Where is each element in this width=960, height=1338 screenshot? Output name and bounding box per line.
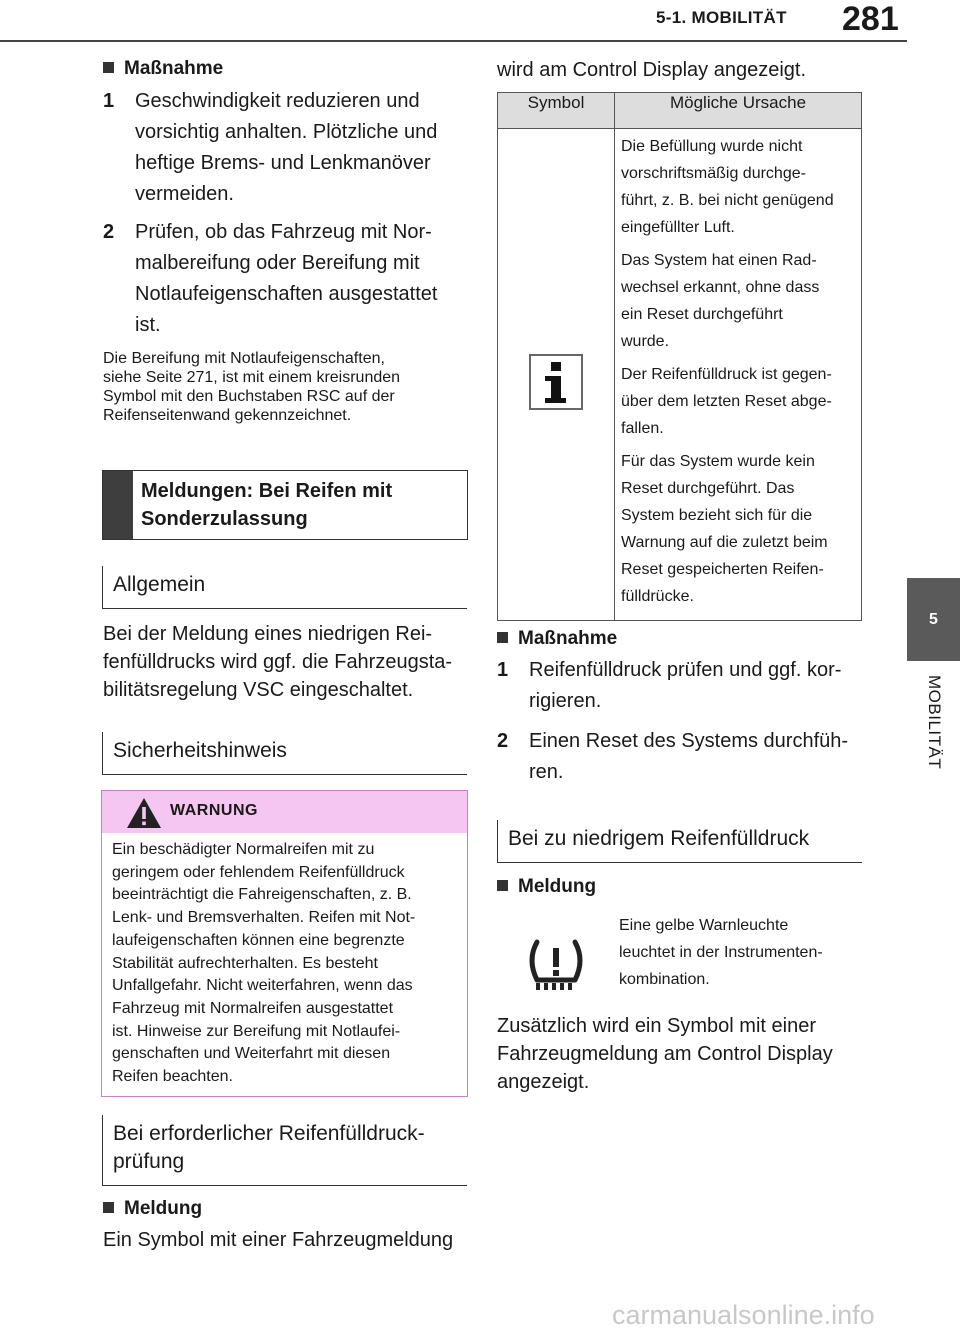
step-line: Einen Reset des Systems durchfüh- (529, 730, 849, 752)
subsection-pruefung (102, 1115, 467, 1186)
text-line: Fahrzeugmeldung am Control Display (497, 1043, 833, 1065)
step-line: malbereifung oder Bereifung mit (135, 252, 420, 274)
warning-line: Stabilität aufrechterhalten. Es besteht (112, 954, 378, 972)
cause-cell (615, 129, 862, 621)
page-number: 281 (842, 0, 899, 38)
step-text (529, 655, 841, 717)
warning-line: geringem oder fehlendem Reifenfülldruck (112, 863, 405, 881)
cause-table (497, 92, 862, 621)
meldung-heading-text: Meldung (124, 1198, 203, 1219)
warning-line: Unfallgefahr. Nicht weiterfahren, wenn das (112, 977, 413, 995)
warnlight-text (619, 912, 859, 993)
chapter-title: 5-1. MOBILITÄT (656, 8, 787, 27)
subsection-title-line: Bei erforderlicher Reifenfülldruck- (113, 1122, 425, 1145)
step-text (529, 726, 848, 788)
step-number: 1 (497, 659, 509, 681)
table-header-symbol: Symbol (498, 93, 615, 129)
subsection-sicherheit (102, 732, 467, 775)
cause-item (621, 247, 857, 355)
step-text (135, 86, 437, 210)
subsection-title (113, 1120, 425, 1176)
cause-line: eingefüllter Luft. (621, 219, 735, 236)
table-row (498, 129, 862, 621)
warning-box (101, 790, 468, 1097)
meldung-heading-text: Meldung (518, 876, 597, 897)
step-number: 1 (103, 90, 115, 112)
subsection-niedrig (497, 820, 862, 863)
chapter-side-label (907, 675, 960, 795)
warning-line: Fahrzeug mit Normalreifen ausgestattet (112, 999, 394, 1017)
chapter-side-label-text: MOBILITÄT (924, 675, 944, 770)
cause-line: Der Reifenfülldruck ist gegen- (621, 366, 832, 383)
cause-line: Warnung auf die zuletzt beim (621, 534, 828, 551)
cause-line: wurde. (621, 333, 670, 350)
warning-line: Reifen beachten. (112, 1068, 233, 1086)
text-line: Bei der Meldung eines niedrigen Rei- (103, 623, 433, 645)
cause-line: vorschriftsmäßig durchge- (621, 165, 806, 182)
warnlight-line: Eine gelbe Warnleuchte (619, 917, 789, 934)
cause-line: über dem letzten Reset abge- (621, 393, 832, 410)
title-bar-accent (103, 471, 133, 539)
note-line: Die Bereifung mit Notlaufeigenschaften, (103, 350, 385, 367)
massnahme-heading-right (497, 628, 617, 650)
text-line: fenfülldrucks wird ggf. die Fahrzeugsta- (103, 651, 453, 673)
bullet-square (103, 1202, 114, 1213)
step-1 (103, 86, 463, 210)
bullet-square (497, 880, 508, 891)
step-line: vorsichtig anhalten. Plötzliche und (135, 121, 438, 143)
section-title-box (102, 470, 468, 540)
warning-text (112, 839, 457, 1089)
massnahme-heading (103, 58, 223, 80)
massnahme-heading-text: Maßnahme (518, 628, 618, 649)
subsection-title: Allgemein (113, 573, 206, 596)
step-line: vermeiden. (135, 183, 234, 205)
subsection-allgemein (102, 566, 467, 609)
cause-line: Die Befüllung wurde nicht (621, 138, 803, 155)
cause-line: führt, z. B. bei nicht genügend (621, 192, 834, 209)
note-line: siehe Seite 271, ist mit einem kreisrunden (103, 369, 401, 386)
rsc-note (103, 349, 463, 425)
cause-line: Reset durchgeführt. Das (621, 480, 795, 497)
cause-line: System bezieht sich für die (621, 507, 813, 524)
warning-label: WARNUNG (170, 802, 258, 819)
meldung-heading (103, 1198, 202, 1220)
step-line: heftige Brems- und Lenkmanöver (135, 152, 431, 174)
warning-line: Lenk- und Bremsverhalten. Reifen mit Not- (112, 909, 416, 927)
info-icon (529, 354, 583, 410)
section-title (141, 477, 392, 533)
step-2 (103, 217, 463, 341)
warning-header (102, 791, 467, 833)
section-title-line: Sonderzulassung (141, 508, 308, 530)
chapter-tab: 5 (907, 578, 960, 661)
step-line: Geschwindigkeit reduzieren und (135, 90, 420, 112)
warning-line: beeinträchtigt die Fahreigenschaften, z. B. (112, 886, 412, 904)
step-text (135, 217, 437, 341)
bullet-square (497, 632, 508, 643)
watermark: carmanualsonline.info (612, 1300, 875, 1330)
step-line: Prüfen, ob das Fahrzeug mit Nor- (135, 221, 432, 243)
warning-line: Ein beschädigter Normalreifen mit zu (112, 841, 375, 858)
subsection-title: Sicherheitshinweis (113, 739, 287, 762)
subsection-title-line: prüfung (113, 1150, 185, 1173)
step-line: Notlaufeigenschaften ausgestattet (135, 283, 438, 305)
warning-line: laufeigenschaften können eine begrenzte (112, 931, 405, 949)
step-1-right (497, 655, 862, 717)
header-rule (0, 40, 907, 42)
step-line: ren. (529, 761, 564, 783)
bullet-square (103, 62, 114, 73)
warning-line: ist. Hinweise zur Bereifung mit Notlaufei- (112, 1022, 401, 1040)
step-line: Reifenfülldruck prüfen und ggf. kor- (529, 659, 842, 681)
cause-line: ein Reset durchgeführt (621, 306, 783, 323)
cause-item (621, 133, 857, 241)
section-title-line: Meldungen: Bei Reifen mit (141, 480, 393, 502)
cause-item (621, 448, 857, 610)
note-line: Symbol mit den Buchstaben RSC auf der (103, 388, 395, 405)
table-header-cause: Mögliche Ursache (615, 93, 862, 129)
meldung-heading-right (497, 876, 596, 898)
symbol-cell (498, 129, 615, 621)
allgemein-text (103, 620, 468, 704)
step-number: 2 (103, 221, 115, 243)
massnahme-heading-text: Maßnahme (124, 58, 224, 79)
tire-pressure-warning-icon (523, 938, 589, 994)
text-line: angezeigt. (497, 1071, 590, 1093)
step-2-right (497, 726, 862, 788)
table-header-row (498, 93, 862, 129)
warnlight-line: leuchtet in der Instrumenten- (619, 944, 823, 961)
intro-text: wird am Control Display angezeigt. (497, 59, 807, 81)
text-line: bilitätsregelung VSC eingeschaltet. (103, 679, 414, 701)
cause-line: Reset gespeicherten Reifen- (621, 561, 824, 578)
cause-item (621, 361, 857, 442)
cause-line: fülldrücke. (621, 588, 694, 605)
step-line: ist. (135, 314, 161, 336)
text-line: Zusätzlich wird ein Symbol mit einer (497, 1015, 816, 1037)
warnlight-line: kombination. (619, 971, 710, 988)
final-text (497, 1012, 862, 1096)
cause-line: wechsel erkannt, ohne dass (621, 279, 820, 296)
cause-line: Das System hat einen Rad- (621, 252, 817, 269)
warning-line: genschaften und Weiterfahrt mit diesen (112, 1045, 391, 1063)
step-line: rigieren. (529, 690, 602, 712)
cause-line: Für das System wurde kein (621, 453, 815, 470)
meldung-text: Ein Symbol mit einer Fahrzeugmeldung (103, 1229, 454, 1251)
step-number: 2 (497, 730, 509, 752)
subsection-title: Bei zu niedrigem Reifenfülldruck (508, 827, 810, 850)
note-line: Reifenseitenwand gekennzeichnet. (103, 407, 352, 424)
cause-line: fallen. (621, 420, 664, 437)
warning-triangle-icon (126, 797, 162, 829)
